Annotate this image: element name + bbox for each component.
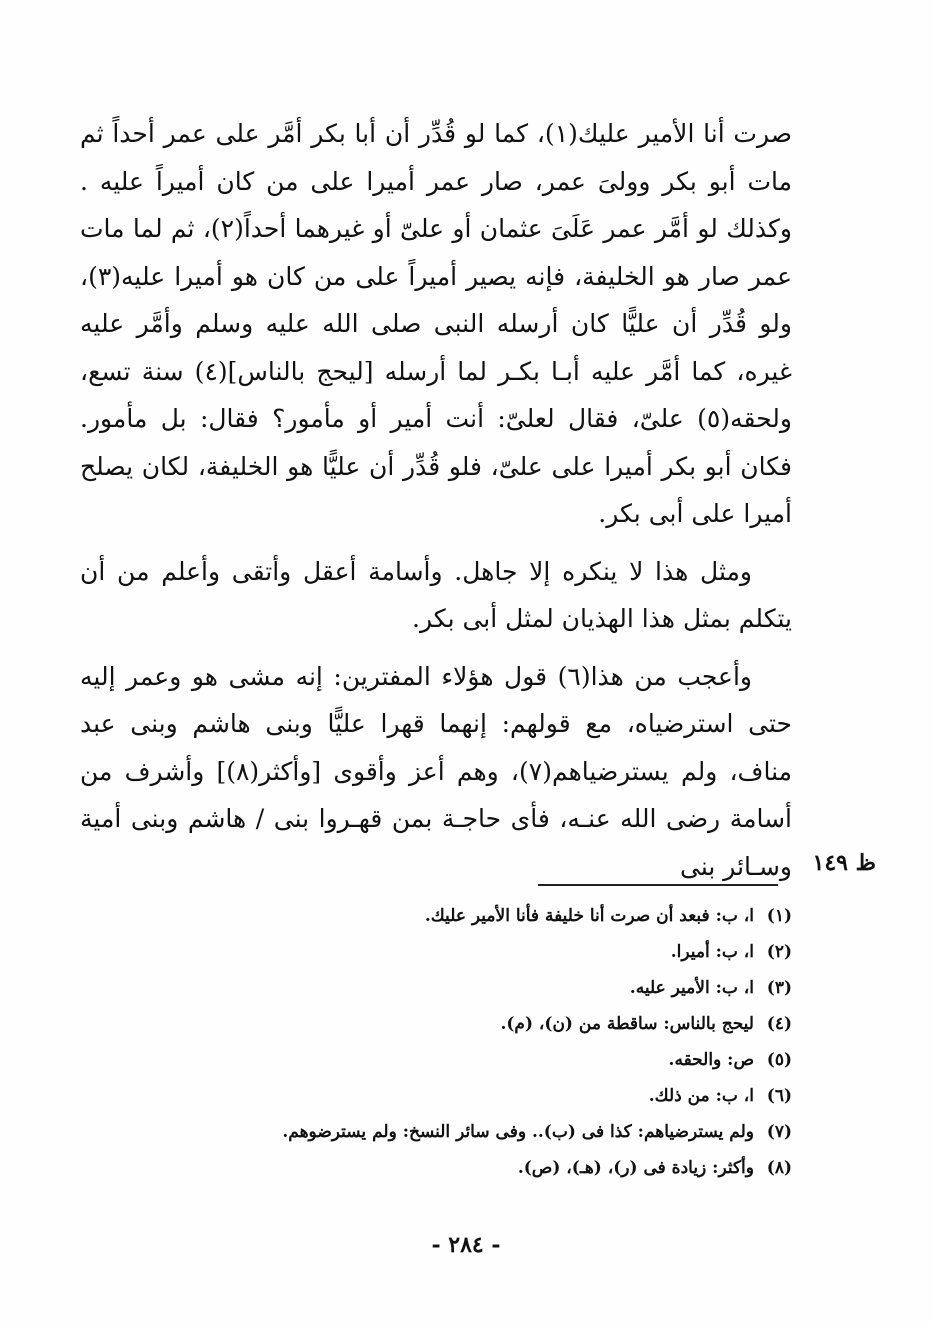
footnote-text: ا، ب: من ذلك. [648,1086,754,1106]
footnote-number: (٨) [766,1158,792,1178]
footnote-5 [200,1042,792,1078]
footnote-text: ا، ب: أميرا. [670,942,754,962]
footnote-text: ا، ب: فبعد أن صرت أنا خليفة فأنا الأمير عليك. [424,906,754,926]
footnote-2 [200,934,792,970]
paragraph-3: وأعجب من هذا(٦) قول هؤلاء المفترين: إنه مشى هو وعمر إليه حتى استرضياه، مع قولهم: إنهما قهرا عليًّا وبنى هاشم وبنى عبد مناف، ولم يسترضياهم(٧)، وهم أعز وأقوى [وأكثر(٨)] وأشرف من أسامة رضى الله عنـه، فأى حاجـة بمن قهـروا بنى / هاشم وبنى أمية وسـائر بنى [80,661,793,881]
footnote-text: وأكثر: زيادة فى (ر)، (هـ)، (ص). [517,1158,754,1178]
main-text [80,110,792,890]
paragraph-1: صرت أنا الأمير عليك(١)، كما لو قُدِّر أن أبا بكر أمَّر على عمر أحداً ثم مات أبو بكر وولىَ عمر، صار عمر أميرا على من كان أميراً عليه . وكذلك لو أمَّر عمر عَلَىَ عثمان أو علىّ أو غيرهما أحداً(٢)، ثم لما مات عمر صار هو الخليفة، فإنه يصير أميراً على من كان هو أميرا عليه(٣)، ولو قُدِّر أن عليًّا كان أرسله النبى صلى الله عليه وسلم وأمَّر عليه غيره، كما أمَّر عليه أبـا بكـر لما أرسله [ليحج بالناس](٤) سنة تسع، ولحقه(٥) علىّ، فقال لعلىّ: أنت أمير أو مأمور؟ فقال: بل مأمور. فكان أبو بكر أميرا على علىّ، فلو قُدِّر أن عليًّا هو الخليفة، لكان يصلح أميرا على أبى بكر. [80,119,792,528]
footnote-7 [200,1114,792,1150]
footnote-text: ا، ب: الأمير عليه. [629,978,754,998]
footnote-text: ص: والحقه. [668,1050,754,1070]
paragraph-2: ومثل هذا لا ينكره إلا جاهل. وأسامة أعقل وأتقى وأعلم من أن يتكلم بمثل هذا الهذيان لمثل أبى بكر. [80,556,792,633]
footnote-text: ولم يسترضياهم: كذا فى (ب).. وفى سائر النسخ: ولم يسترضوهم. [282,1122,754,1142]
footnote-divider [538,884,778,886]
page-number: - ٢٨٤ - [431,1232,501,1258]
footnote-8 [200,1150,792,1186]
manuscript-folio-note: ظ ١٤٩ [812,850,876,876]
footnote-number: (٣) [766,978,792,998]
footnote-text: ليحج بالناس: ساقطة من (ن)، (م). [500,1014,754,1034]
footnote-number: (٧) [766,1122,792,1142]
footnote-1 [200,898,792,934]
footnote-number: (٥) [766,1050,792,1070]
footnote-6 [200,1078,792,1114]
footnote-number: (٤) [766,1014,792,1034]
footnote-3 [200,970,792,1006]
footnote-number: (١) [766,906,792,926]
footnote-number: (٢) [766,942,792,962]
footnote-4 [200,1006,792,1042]
footnote-number: (٦) [766,1086,792,1106]
footnotes [200,898,792,1186]
